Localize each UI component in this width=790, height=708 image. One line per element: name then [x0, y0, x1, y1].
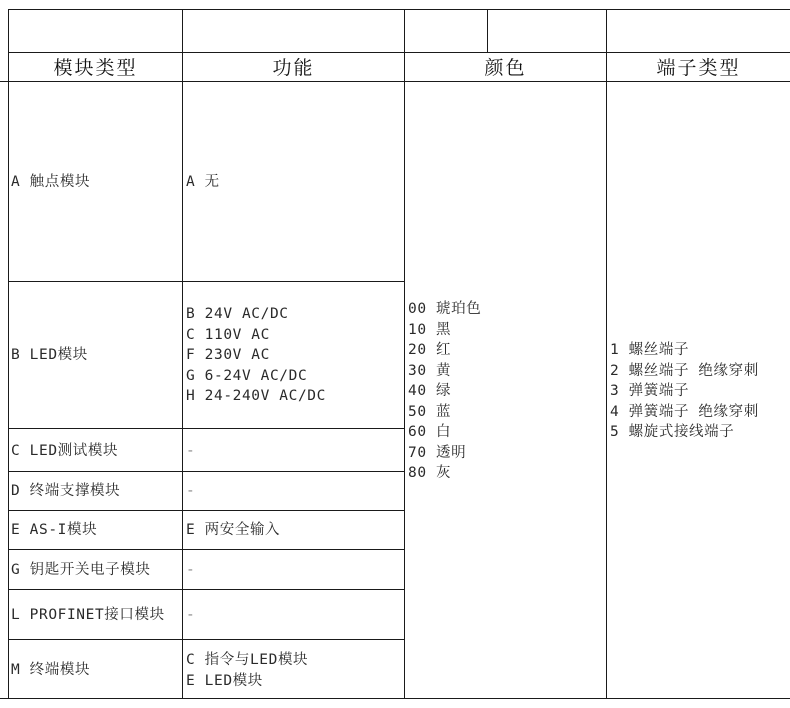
color-item: 80 灰 — [408, 465, 452, 481]
function-cell — [186, 441, 195, 462]
function-item: F 230V AC — [186, 347, 270, 363]
module-name: B LED模块 — [11, 347, 88, 363]
column-divider — [182, 9, 183, 699]
function-cell — [186, 172, 220, 193]
header-module-type: 模块类型 — [53, 57, 138, 79]
function-item: C 110V AC — [186, 326, 270, 343]
color-item: 10 黑 — [408, 321, 452, 338]
color-item: 00 琥珀色 — [408, 301, 482, 317]
color-item: 70 透明 — [408, 444, 467, 461]
module-name: D 终端支撑模块 — [11, 483, 121, 499]
row-divider — [8, 281, 404, 282]
terminal-item: 2 螺丝端子 绝缘穿刺 — [610, 362, 759, 379]
terminal-list — [610, 340, 759, 443]
terminal-item: 1 螺丝端子 — [610, 342, 690, 358]
function-item: B 24V AC/DC — [186, 306, 289, 322]
module-name: E AS-I模块 — [11, 522, 98, 538]
color-item: 40 绿 — [408, 383, 452, 399]
function-item: C 指令与LED模块 — [186, 652, 309, 668]
function-cell — [186, 304, 326, 407]
header-bottom-border — [0, 81, 790, 82]
function-item: H 24-240V AC/DC — [186, 388, 326, 404]
module-name: G 钥匙开关电子模块 — [11, 562, 151, 578]
header-color: 颜色 — [484, 57, 527, 79]
function-cell — [186, 520, 280, 541]
terminal-item: 3 弹簧端子 — [610, 383, 690, 399]
function-item: - — [186, 607, 196, 623]
column-divider — [606, 9, 607, 699]
row-divider — [8, 471, 404, 472]
column-divider — [487, 9, 488, 53]
function-item: - — [186, 562, 196, 578]
function-item: G 6-24V AC/DC — [186, 367, 308, 384]
color-item: 30 黄 — [408, 362, 452, 379]
row-divider — [8, 639, 404, 640]
row-divider — [8, 428, 404, 429]
function-item: - — [186, 443, 196, 459]
function-cell — [186, 481, 195, 502]
color-list — [408, 299, 481, 484]
function-item: A 无 — [186, 174, 220, 190]
color-item: 60 白 — [408, 424, 452, 440]
module-name: M 终端模块 — [11, 662, 91, 678]
module-name: C LED测试模块 — [11, 443, 119, 459]
header-top-border — [8, 52, 790, 53]
row-divider — [8, 549, 404, 550]
row-divider — [8, 510, 404, 511]
function-item: - — [186, 483, 196, 499]
color-item: 20 红 — [408, 342, 452, 358]
function-cell — [186, 605, 195, 626]
function-cell — [186, 650, 308, 691]
header-terminal-type: 端子类型 — [656, 57, 741, 79]
header-function: 功能 — [272, 57, 315, 79]
module-name: L PROFINET接口模块 — [11, 607, 165, 623]
row-divider — [8, 589, 404, 590]
table-top-border — [8, 9, 790, 10]
column-divider — [404, 9, 405, 699]
column-divider — [8, 9, 9, 699]
terminal-item: 4 弹簧端子 绝缘穿刺 — [610, 403, 759, 420]
table-bottom-border — [0, 698, 790, 699]
module-name: A 触点模块 — [11, 174, 91, 190]
function-item: E 两安全输入 — [186, 522, 281, 538]
terminal-item: 5 螺旋式接线端子 — [610, 424, 735, 440]
color-item: 50 蓝 — [408, 403, 452, 420]
function-item: E LED模块 — [186, 672, 263, 689]
function-cell — [186, 560, 195, 581]
